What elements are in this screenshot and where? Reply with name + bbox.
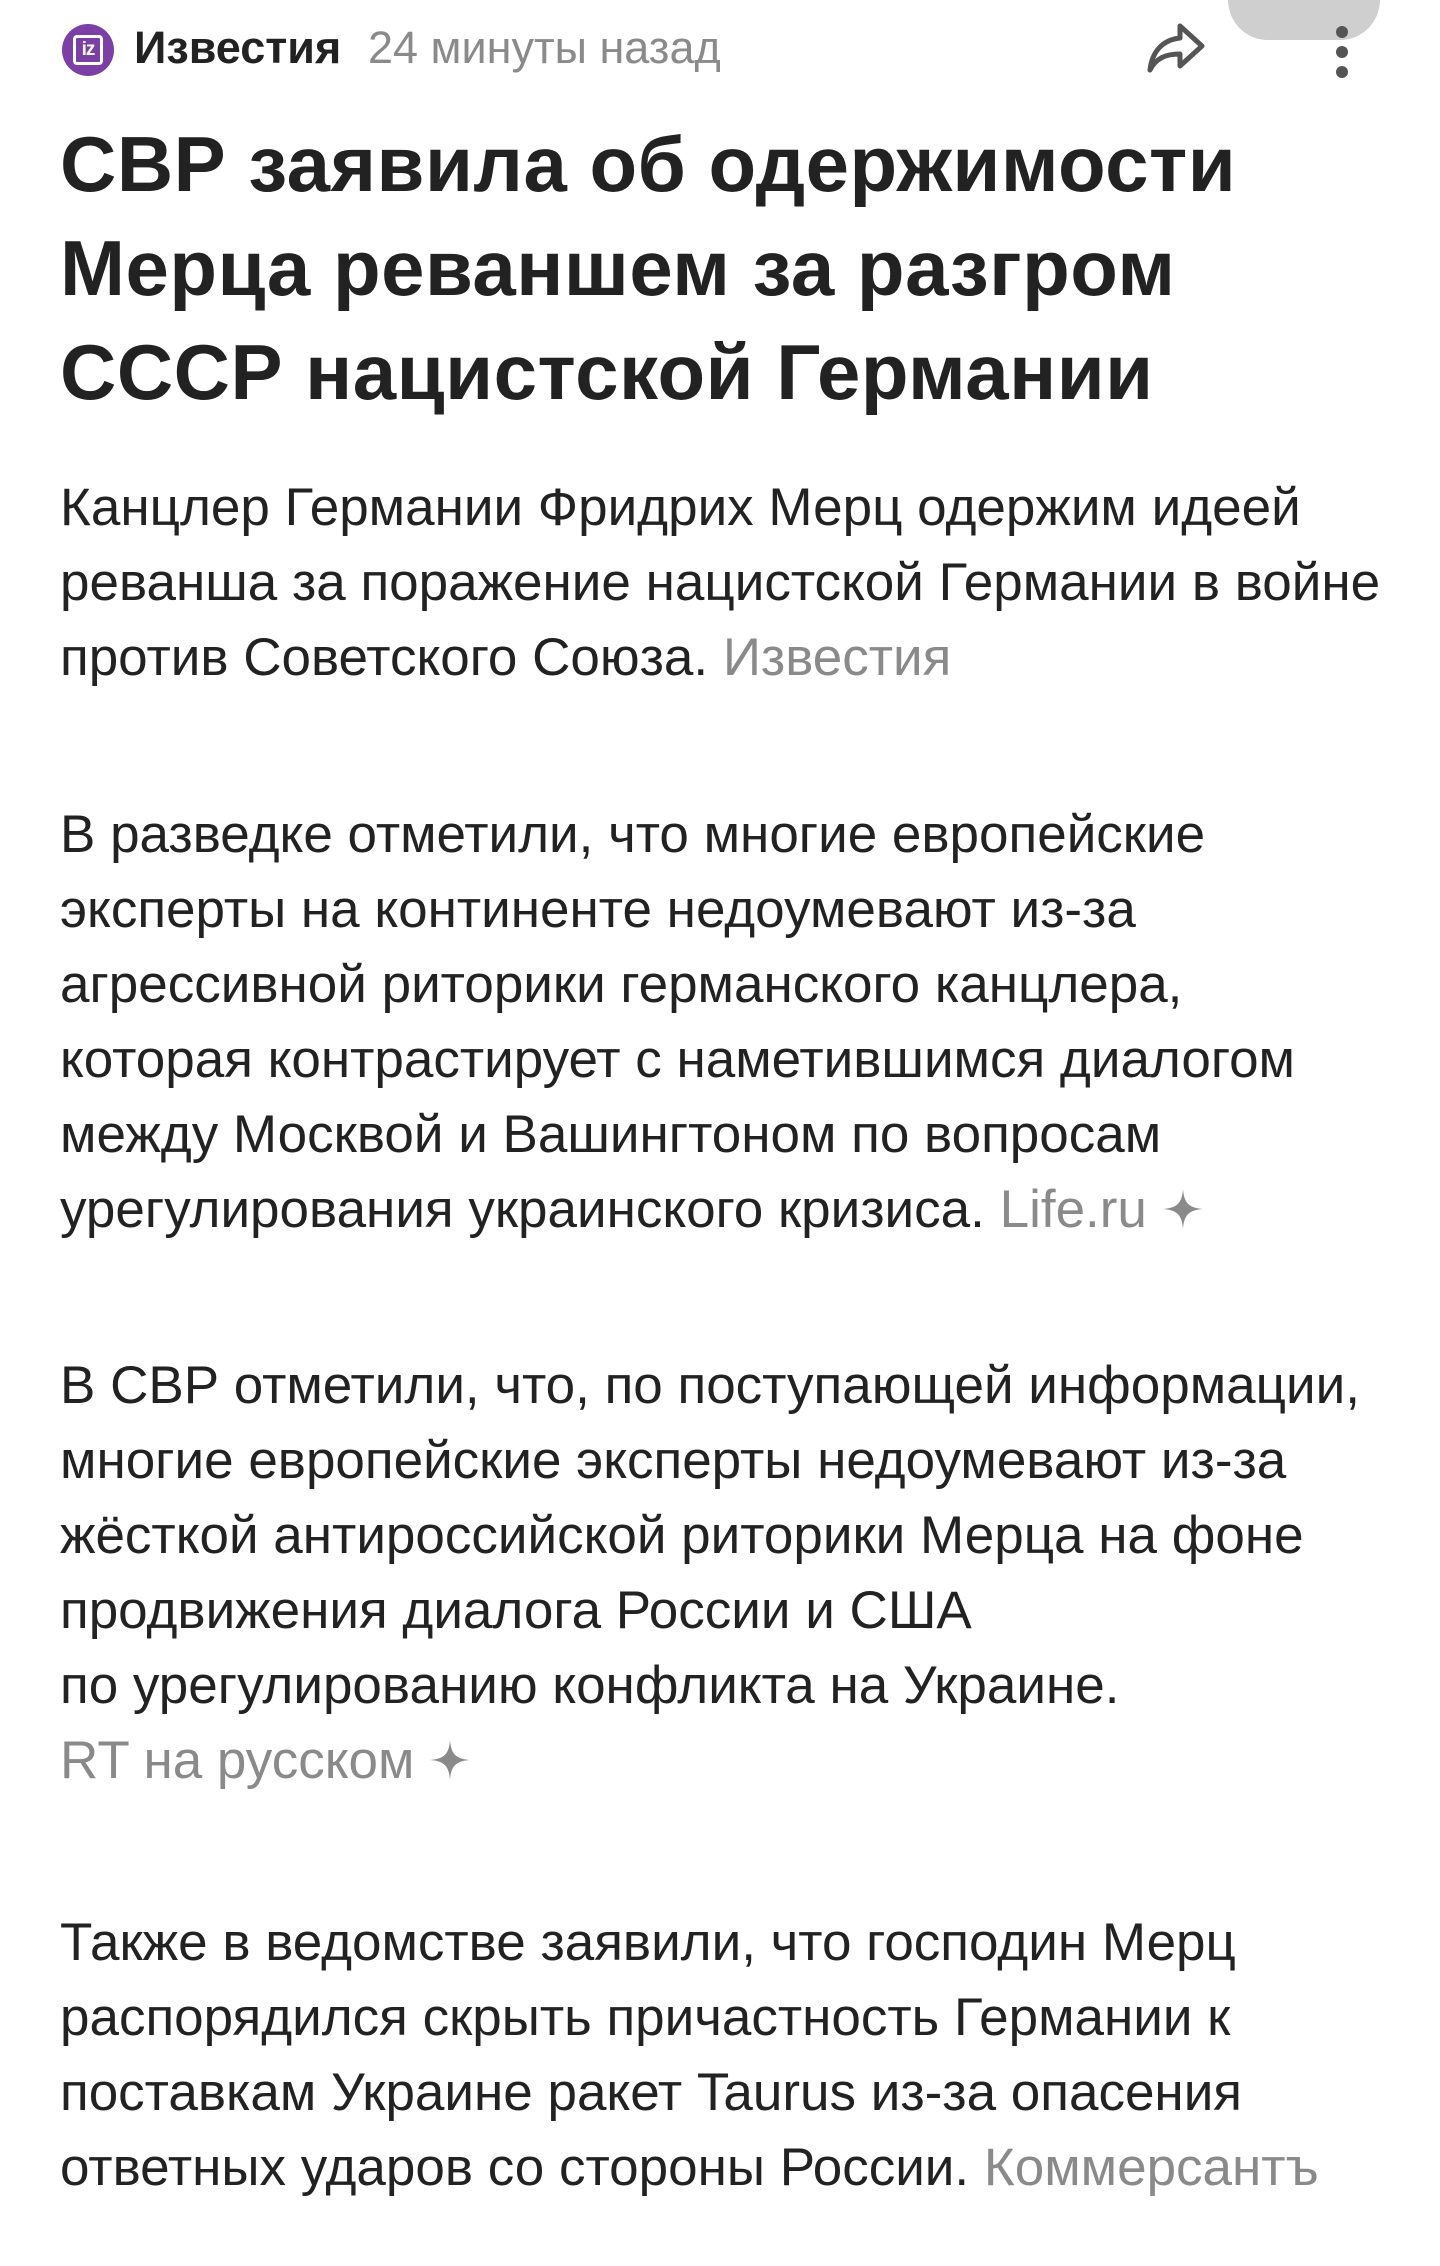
share-icon xyxy=(1144,20,1208,76)
more-vertical-icon xyxy=(1336,26,1348,38)
paragraph-text: В разведке отметили, что многие европейские эксперты на континенте недоумевают из-за агрессивной риторики германского канцлера, которая контрастирует с наметившимся диалогом между Москвой и Вашингтоном по вопросам урегулирования украинского кризиса. xyxy=(60,805,1295,1239)
paragraph-2 xyxy=(60,797,1390,1247)
paragraph-text: В СВР отметили, что, по поступающей информации, многие европейские эксперты недоумевают из-за жёсткой антироссийской риторики Мерца на фоне продвижения диалога России и США xyxy=(60,1356,1360,1640)
paragraph-text-cont: по урегулированию конфликта на Украине. xyxy=(60,1656,1120,1715)
paragraph-3 xyxy=(60,1348,1390,1798)
source-link-rt[interactable]: RT на русском xyxy=(60,1731,415,1790)
paragraph-text: Канцлер Германии Фридрих Мерц одержим идеей реванша за поражение нацистской Германии в войне против Советского Союза. xyxy=(60,478,1381,687)
paragraph-4 xyxy=(60,1905,1390,2205)
source-link-izvestia[interactable]: Известия xyxy=(722,628,952,687)
more-menu-button[interactable] xyxy=(1320,12,1364,88)
source-link-kommersant[interactable]: Коммерсантъ xyxy=(983,2138,1319,2197)
sparkle-icon xyxy=(1161,1187,1205,1231)
sparkle-icon xyxy=(428,1738,472,1782)
logo-text: iz xyxy=(73,35,103,65)
publish-time: 24 минуты назад xyxy=(368,22,721,73)
source-link-life[interactable]: Life.ru xyxy=(999,1180,1147,1239)
paragraph-text: Также в ведомстве заявили, что господин Мерц распорядился скрыть причастность Германии к поставкам Украине ракет Taurus из-за опасения ответных ударов со стороны России. xyxy=(60,1913,1242,2197)
source-name[interactable]: Известия xyxy=(134,22,342,73)
article-title: СВР заявила об одержимости Мерца реваншем за разгром СССР нацистской Германии xyxy=(60,120,1237,416)
article-header xyxy=(0,0,1440,100)
izvestia-logo-icon[interactable] xyxy=(62,24,114,76)
paragraph-1 xyxy=(60,470,1390,695)
share-button[interactable] xyxy=(1140,12,1212,84)
